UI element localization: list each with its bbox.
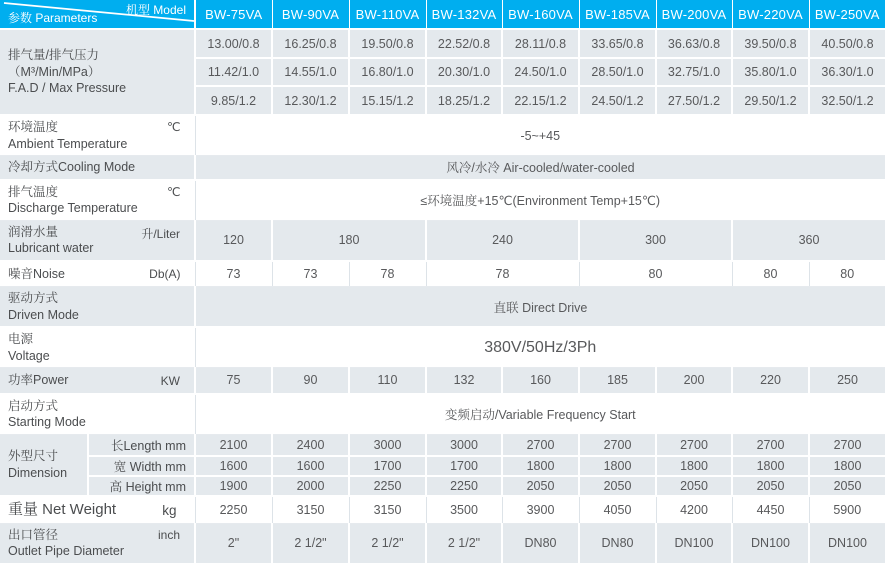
- value-cell: DN80: [579, 523, 656, 564]
- value-cell: 80: [809, 261, 885, 287]
- unit-label: ℃: [167, 120, 181, 134]
- value-cell: 16.25/0.8: [272, 29, 349, 58]
- row-label: 排气温度 Discharge Temperature ℃: [0, 180, 195, 221]
- value-cell: 160: [502, 368, 579, 394]
- value-cell: 80: [579, 261, 732, 287]
- corner-header-cell: [0, 0, 195, 29]
- value-cell: 1800: [809, 456, 885, 476]
- column-header-model: BW-220VA: [732, 0, 809, 29]
- value-cell: 3150: [349, 496, 426, 523]
- value-cell: 78: [426, 261, 579, 287]
- value-cell: 3150: [272, 496, 349, 523]
- value-cell: 2700: [502, 434, 579, 456]
- value-cell: 2050: [809, 476, 885, 496]
- value-cell: 40.50/0.8: [809, 29, 885, 58]
- column-header-model: BW-250VA: [809, 0, 885, 29]
- value-cell: 1900: [195, 476, 272, 496]
- value-cell: 2050: [732, 476, 809, 496]
- column-header-model: BW-132VA: [426, 0, 502, 29]
- value-cell: 28.11/0.8: [502, 29, 579, 58]
- value-cell: 33.65/0.8: [579, 29, 656, 58]
- value-cell: 1800: [502, 456, 579, 476]
- value-cell: 132: [426, 368, 502, 394]
- model-axis-label: 机型 Model: [125, 3, 186, 17]
- value-cell: 32.75/1.0: [656, 58, 732, 86]
- value-cell: 2250: [426, 476, 502, 496]
- value-cell: 73: [195, 261, 272, 287]
- value-cell: 75: [195, 368, 272, 394]
- value-cell: 3900: [502, 496, 579, 523]
- value-cell: 1700: [349, 456, 426, 476]
- value-cell: DN100: [656, 523, 732, 564]
- unit-label: 升/Liter: [141, 226, 180, 241]
- dimension-sublabel: 高 Height mm: [88, 476, 195, 496]
- value-cell: 20.30/1.0: [426, 58, 502, 86]
- table-row: [0, 523, 885, 564]
- row-label: 环境温度 Ambient Temperature ℃: [0, 115, 195, 156]
- row-label: 功率Power KW: [0, 368, 195, 394]
- row-label: 润滑水量 Lubricant water 升/Liter: [0, 220, 195, 261]
- value-cell: 2100: [195, 434, 272, 456]
- table-row: [0, 496, 885, 523]
- value-cell: 18.25/1.2: [426, 86, 502, 115]
- value-cell: 36.63/0.8: [656, 29, 732, 58]
- value-cell: 2700: [809, 434, 885, 456]
- value-cell: -5~+45: [195, 115, 885, 156]
- column-header-model: BW-185VA: [579, 0, 656, 29]
- value-cell: 2 1/2": [272, 523, 349, 564]
- value-cell: DN80: [502, 523, 579, 564]
- table-row: [0, 220, 885, 261]
- value-cell: 变频启动/Variable Frequency Start: [195, 394, 885, 435]
- value-cell: 3500: [426, 496, 502, 523]
- value-cell: 220: [732, 368, 809, 394]
- value-cell: 5900: [809, 496, 885, 523]
- column-header-model: BW-75VA: [195, 0, 272, 29]
- row-label: 排气量/排气压力（M³/Min/MPa） F.A.D / Max Pressure: [0, 29, 195, 115]
- value-cell: 39.50/0.8: [732, 29, 809, 58]
- value-cell: 300: [579, 220, 732, 261]
- value-cell: 4450: [732, 496, 809, 523]
- table-row: [0, 327, 885, 368]
- unit-label: Db(A): [149, 267, 181, 282]
- value-cell: 2": [195, 523, 272, 564]
- value-cell: 14.55/1.0: [272, 58, 349, 86]
- table-row: [0, 476, 885, 496]
- value-cell: 3000: [426, 434, 502, 456]
- value-cell: 2250: [195, 496, 272, 523]
- value-cell: 28.50/1.0: [579, 58, 656, 86]
- row-label: 冷却方式Cooling Mode: [0, 156, 195, 180]
- value-cell: 风冷/水冷 Air-cooled/water-cooled: [195, 156, 885, 180]
- value-cell: 9.85/1.2: [195, 86, 272, 115]
- table-row: [0, 156, 885, 180]
- value-cell: 185: [579, 368, 656, 394]
- value-cell: 73: [272, 261, 349, 287]
- value-cell: 110: [349, 368, 426, 394]
- value-cell: 2700: [732, 434, 809, 456]
- value-cell: 1800: [579, 456, 656, 476]
- value-cell: 2 1/2": [349, 523, 426, 564]
- table-row: [0, 456, 885, 476]
- value-cell: 19.50/0.8: [349, 29, 426, 58]
- unit-label: KW: [160, 373, 180, 388]
- unit-label: kg: [162, 502, 177, 518]
- value-cell: 22.15/1.2: [502, 86, 579, 115]
- table-row: [0, 368, 885, 394]
- value-cell: 32.50/1.2: [809, 86, 885, 115]
- unit-label: inch: [157, 527, 180, 542]
- row-label: 驱动方式 Driven Mode: [0, 287, 195, 328]
- table-row: [0, 434, 885, 456]
- value-cell: 380V/50Hz/3Ph: [195, 327, 885, 368]
- value-cell: 27.50/1.2: [656, 86, 732, 115]
- value-cell: 2 1/2": [426, 523, 502, 564]
- value-cell: 1800: [656, 456, 732, 476]
- value-cell: 80: [732, 261, 809, 287]
- column-header-model: BW-110VA: [349, 0, 426, 29]
- table-header-row: [0, 0, 885, 29]
- row-label: 电源 Voltage: [0, 327, 195, 368]
- table-row: [0, 180, 885, 221]
- dimension-sublabel: 长Length mm: [88, 434, 195, 456]
- row-label: 出口管径 Outlet Pipe Diameter inch: [0, 523, 195, 564]
- value-cell: DN100: [809, 523, 885, 564]
- value-cell: 24.50/1.0: [502, 58, 579, 86]
- value-cell: 180: [272, 220, 426, 261]
- value-cell: 2250: [349, 476, 426, 496]
- row-label: 重量 Net Weight kg: [0, 496, 195, 523]
- value-cell: 1700: [426, 456, 502, 476]
- value-cell: 1800: [732, 456, 809, 476]
- value-cell: 15.15/1.2: [349, 86, 426, 115]
- value-cell: 2700: [579, 434, 656, 456]
- value-cell: 12.30/1.2: [272, 86, 349, 115]
- value-cell: 2700: [656, 434, 732, 456]
- table-row: [0, 287, 885, 328]
- value-cell: 2050: [502, 476, 579, 496]
- value-cell: 240: [426, 220, 579, 261]
- value-cell: 120: [195, 220, 272, 261]
- value-cell: 24.50/1.2: [579, 86, 656, 115]
- value-cell: 250: [809, 368, 885, 394]
- value-cell: 2050: [656, 476, 732, 496]
- value-cell: 2050: [579, 476, 656, 496]
- value-cell: 直联 Direct Drive: [195, 287, 885, 328]
- table-row: [0, 394, 885, 435]
- value-cell: 1600: [272, 456, 349, 476]
- value-cell: 4200: [656, 496, 732, 523]
- value-cell: DN100: [732, 523, 809, 564]
- value-cell: 16.80/1.0: [349, 58, 426, 86]
- dimension-sublabel: 宽 Width mm: [88, 456, 195, 476]
- value-cell: 2400: [272, 434, 349, 456]
- column-header-model: BW-200VA: [656, 0, 732, 29]
- table-row: [0, 29, 885, 58]
- value-cell: 2000: [272, 476, 349, 496]
- parameter-axis-label: 参数 Parameters: [8, 11, 98, 25]
- table-row: [0, 261, 885, 287]
- value-cell: 78: [349, 261, 426, 287]
- value-cell: 200: [656, 368, 732, 394]
- value-cell: 36.30/1.0: [809, 58, 885, 86]
- value-cell: 3000: [349, 434, 426, 456]
- value-cell: 360: [732, 220, 885, 261]
- table-row: [0, 115, 885, 156]
- value-cell: 29.50/1.2: [732, 86, 809, 115]
- row-label: 启动方式 Starting Mode: [0, 394, 195, 435]
- value-cell: 35.80/1.0: [732, 58, 809, 86]
- value-cell: 22.52/0.8: [426, 29, 502, 58]
- value-cell: 11.42/1.0: [195, 58, 272, 86]
- value-cell: 90: [272, 368, 349, 394]
- unit-label: ℃: [167, 184, 181, 199]
- row-label: 外型尺寸 Dimension: [0, 434, 88, 496]
- value-cell: ≤环境温度+15℃(Environment Temp+15℃): [195, 180, 885, 221]
- value-cell: 13.00/0.8: [195, 29, 272, 58]
- column-header-model: BW-160VA: [502, 0, 579, 29]
- value-cell: 4050: [579, 496, 656, 523]
- value-cell: 1600: [195, 456, 272, 476]
- column-header-model: BW-90VA: [272, 0, 349, 29]
- row-label: 噪音Noise Db(A): [0, 261, 195, 287]
